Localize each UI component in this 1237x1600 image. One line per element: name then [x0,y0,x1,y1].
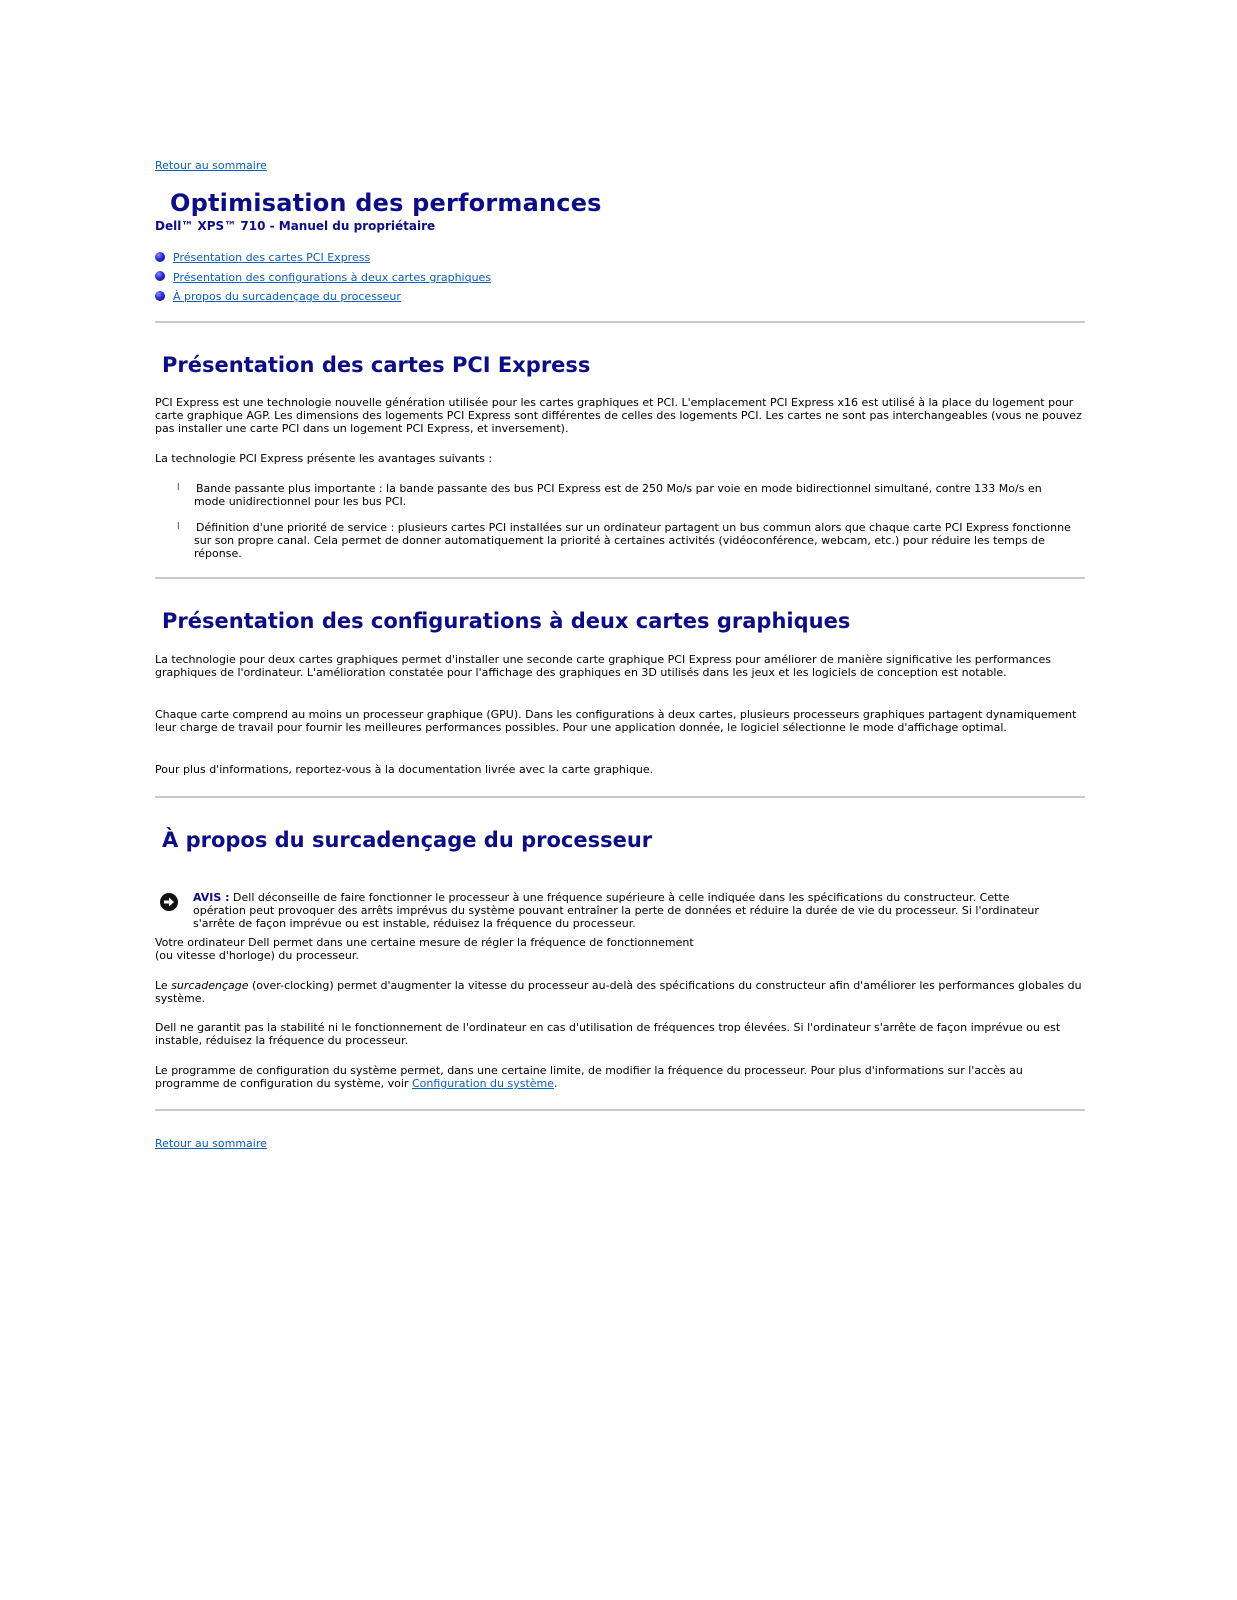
dual-paragraph-1: La technologie pour deux cartes graphiques permet d'installer une seconde carte graphique PCI Express pour améliorer de manière significative les performances graphiques de l'ordinateur. L'amélioration constatée pour l'affichage des graphiques en 3D utilisés dans les jeux et les logiciels de conception est notable. [155,653,1051,679]
divider [155,577,1085,579]
oc-paragraph-2-start: Le [155,979,172,992]
notice-label: AVIS : [193,891,230,904]
oc-paragraph-4-end: . [554,1077,558,1090]
oc-paragraph-1-line-2: (ou vitesse d'horloge) du processeur. [155,949,359,962]
oc-paragraph-2 [155,979,1083,1005]
divider [155,321,1085,323]
section-title-dual-graphics: Présentation des configurations à deux cartes graphiques [162,609,851,633]
pci-paragraph-2: La technologie PCI Express présente les avantages suivants : [155,452,493,465]
toc-item [155,268,491,288]
toc-link-overclocking[interactable]: À propos du surcadençage du processeur [173,290,401,304]
page-subtitle: Dell™ XPS™ 710 - Manuel du propriétaire [155,219,436,233]
bullet-marker: l [177,522,180,532]
section-title-overclocking: À propos du surcadençage du processeur [162,828,653,852]
notice-body: Dell déconseille de faire fonctionner le processeur à une fréquence supérieure à celle indiquée dans les spécifications du constructeur. Cette opération peut provoquer des arrêts imprévus du système pouvant entraîner la perte de données et réduire la durée de vie du processeur. Si l'ordinateur s'arrête de façon imprévue ou est instable, réduisez la fréquence du processeur. [193,891,1039,930]
oc-paragraph-4 [155,1064,1083,1090]
toc-link-pci-express[interactable]: Présentation des cartes PCI Express [173,251,371,265]
oc-paragraph-2-end: (over-clocking) permet d'augmenter la vitesse du processeur au-delà des spécifications du constructeur afin d'améliorer les performances globales du système. [155,979,1082,1005]
section-title-pci-express: Présentation des cartes PCI Express [162,353,591,377]
back-to-summary-link-top[interactable]: Retour au sommaire [155,159,267,172]
oc-paragraph-3: Dell ne garantit pas la stabilité ni le fonctionnement de l'ordinateur en cas d'utilisation de fréquences trop élevées. Si l'ordinateur s'arrête de façon imprévue ou est instable, réduisez la fréquence du processeur. [155,1021,1061,1047]
system-setup-link[interactable]: Configuration du système [411,1077,555,1090]
divider [155,1109,1085,1111]
blue-ball-bullet-icon [155,291,165,301]
oc-paragraph-1 [155,936,1083,962]
list-item-text: Définition d'une priorité de service : plusieurs cartes PCI installées sur un ordinateur partagent un bus commun alors que chaque carte PCI Express fonctionne sur son propre canal. Cela permet de donner automatiquement la priorité à certaines activités (vidéoconférence, webcam, etc.) pour réduire les temps de réponse. [194,521,1071,560]
pci-paragraph-1: PCI Express est une technologie nouvelle génération utilisée pour les cartes graphiques et PCI. L'emplacement PCI Express x16 est utilisé à la place du logement pour carte graphique AGP. Les dimensions des logements PCI Express sont différentes de celles des logements PCI. Les cartes ne sont pas interchangeables (vous ne pouvez pas installer une carte PCI dans un logement PCI Express, et inversement). [155,396,1082,435]
back-to-summary-link-bottom[interactable]: Retour au sommaire [155,1137,267,1150]
table-of-contents [155,248,491,307]
arrow-right-notice-icon [160,893,178,911]
divider [155,796,1085,798]
page-title: Optimisation des performances [170,189,602,217]
toc-item [155,248,491,268]
oc-paragraph-4-start: Le programme de configuration du système permet, dans une certaine limite, de modifier la fréquence du processeur. Pour plus d'informations sur l'accès au programme de configuration du système, voir [155,1064,1023,1090]
oc-paragraph-1-line-1: Votre ordinateur Dell permet dans une certaine mesure de régler la fréquence de fonctionnement [155,936,694,949]
toc-item [155,287,491,307]
list-item-text: Bande passante plus importante : la bande passante des bus PCI Express est de 250 Mo/s par voie en mode bidirectionnel simultané, contre 133 Mo/s en mode unidirectionnel pour les bus PCI. [194,482,1042,508]
toc-link-dual-graphics[interactable]: Présentation des configurations à deux cartes graphiques [173,270,492,284]
dual-paragraph-2: Chaque carte comprend au moins un processeur graphique (GPU). Dans les configurations à deux cartes, plusieurs processeurs graphiques partagent dynamiquement leur charge de travail pour fournir les meilleures performances possibles. Pour une application donnée, le logiciel sélectionne le mode d'affichage optimal. [155,708,1077,734]
blue-ball-bullet-icon [155,271,165,281]
blue-ball-bullet-icon [155,252,165,262]
dual-paragraph-3: Pour plus d'informations, reportez-vous à la documentation livrée avec la carte graphique. [155,763,654,776]
oc-term: surcadençage [171,979,249,992]
notice-text [193,891,1063,930]
bullet-marker: l [177,483,180,493]
